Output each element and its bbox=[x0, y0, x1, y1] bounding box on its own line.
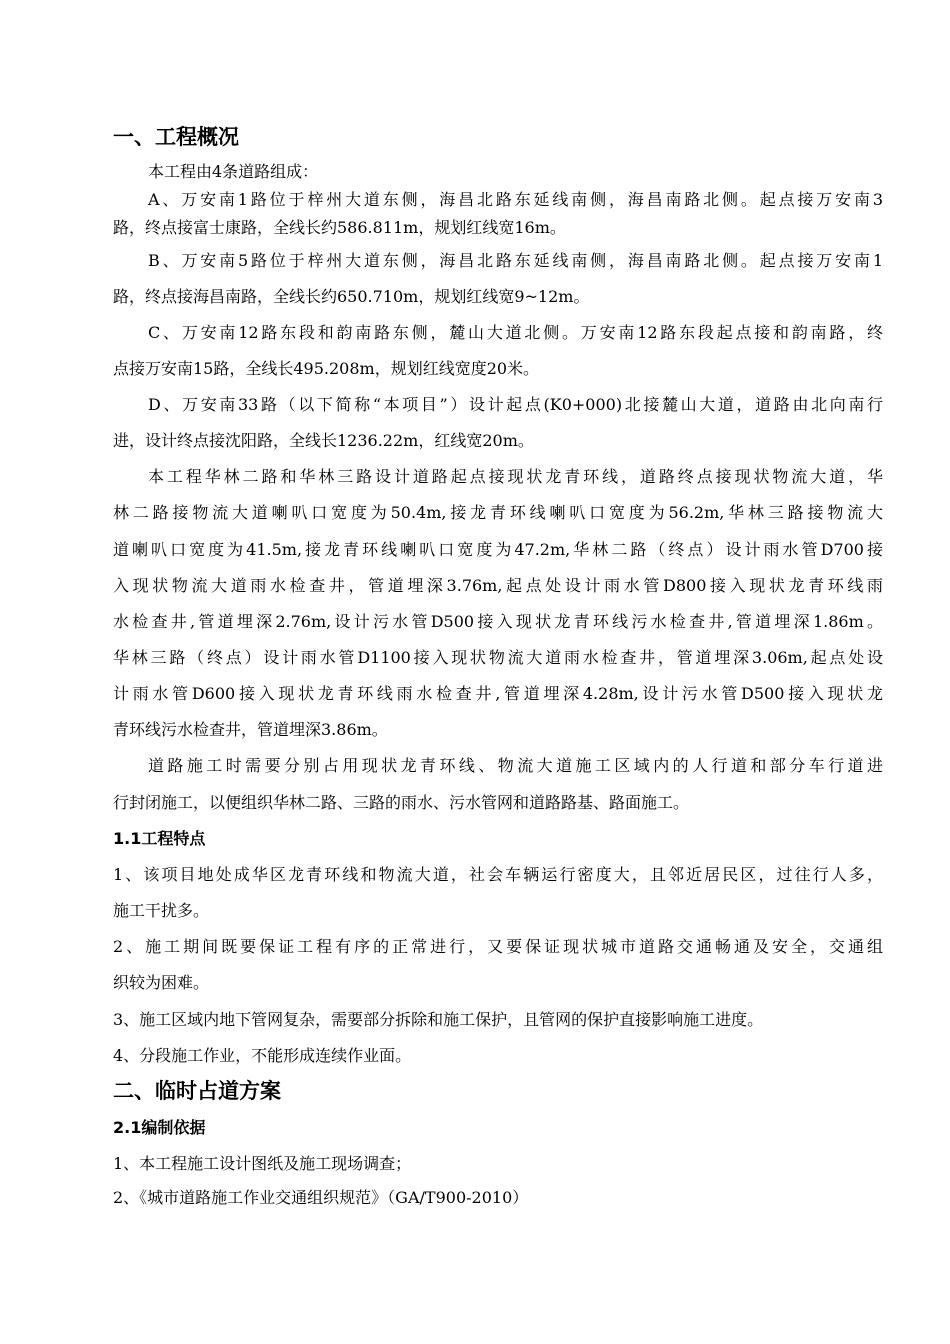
heading-compilation-basis: 2.1编制依据 bbox=[113, 1118, 206, 1137]
paragraph-line: 入现状物流大道雨水检查井，管道埋深3.76m,起点处设计雨水管D800接入现状龙青环线雨 bbox=[113, 576, 883, 595]
paragraph-line: 点接万安南15路，全线长495.208m，规划红线宽度20米。 bbox=[113, 359, 540, 378]
list-item: 1、该项目地处成华区龙青环线和物流大道，社会车辆运行密度大，且邻近居民区，过往行人多， bbox=[113, 865, 883, 884]
paragraph-line: 路，终点接富士康路，全线长约586.811m，规划红线宽16m。 bbox=[113, 218, 566, 237]
heading-project-overview: 一、工程概况 bbox=[113, 125, 239, 149]
paragraph-line: D、万安南33路（以下简称“本项目”）设计起点(K0+000)北接麓山大道，道路由北向南行 bbox=[148, 395, 883, 414]
paragraph-line: 青环线污水检查井，管道埋深3.86m。 bbox=[113, 720, 388, 739]
list-item-continued: 施工干扰多。 bbox=[113, 901, 210, 920]
list-item: 4、分段施工作业，不能形成连续作业面。 bbox=[113, 1046, 412, 1065]
paragraph-line: 进，设计终点接沈阳路，全线长1236.22m，红线宽20m。 bbox=[113, 431, 534, 450]
heading-project-features: 1.1工程特点 bbox=[113, 829, 206, 848]
paragraph-line: 林二路接物流大道喇叭口宽度为50.4m,接龙青环线喇叭口宽度为56.2m,华林三路接物流大 bbox=[113, 503, 883, 522]
paragraph-line: 本工程华林二路和华林三路设计道路起点接现状龙青环线，道路终点接现状物流大道，华 bbox=[148, 467, 883, 486]
list-item: 3、施工区域内地下管网复杂，需要部分拆除和施工保护，且管网的保护直接影响施工进度。 bbox=[113, 1010, 764, 1029]
paragraph-line: 道喇叭口宽度为41.5m,接龙青环线喇叭口宽度为47.2m,华林二路（终点）设计雨水管D700接 bbox=[113, 540, 883, 559]
paragraph-line: 华林三路（终点）设计雨水管D1100接入现状物流大道雨水检查井，管道埋深3.06m,起点处设 bbox=[113, 648, 883, 667]
list-item-continued: 织较为困难。 bbox=[113, 973, 210, 992]
paragraph-line: 道路施工时需要分别占用现状龙青环线、物流大道施工区域内的人行道和部分车行道进 bbox=[148, 756, 883, 775]
paragraph-line: 行封闭施工，以便组织华林二路、三路的雨水、污水管网和道路路基、路面施工。 bbox=[113, 793, 690, 812]
list-item: 1、本工程施工设计图纸及施工现场调查； bbox=[113, 1154, 412, 1173]
paragraph-line: B、万安南5路位于梓州大道东侧，海昌北路东延线南侧，海昌南路北侧。起点接万安南1 bbox=[148, 251, 883, 270]
list-item: 2、《城市道路施工作业交通组织规范》（GA/T900-2010） bbox=[113, 1188, 529, 1207]
paragraph-line: 计雨水管D600接入现状龙青环线雨水检查井,管道埋深4.28m,设计污水管D500接入现状龙 bbox=[113, 684, 883, 703]
paragraph-line: 本工程由4条道路组成： bbox=[148, 162, 319, 181]
paragraph-line: C、万安南12路东段和韵南路东侧，麓山大道北侧。万安南12路东段起点接和韵南路，终 bbox=[148, 323, 883, 342]
paragraph-line: 路，终点接海昌南路，全线长约650.710m，规划红线宽9~12m。 bbox=[113, 287, 590, 306]
heading-temporary-occupation-plan: 二、临时占道方案 bbox=[113, 1079, 281, 1103]
paragraph-line: A、万安南1路位于梓州大道东侧，海昌北路东延线南侧，海昌南路北侧。起点接万安南3 bbox=[148, 190, 883, 209]
paragraph-line: 水检查井,管道埋深2.76m,设计污水管D500接入现状龙青环线污水检查井,管道埋深1.86m。 bbox=[113, 612, 883, 631]
list-item: 2、施工期间既要保证工程有序的正常进行，又要保证现状城市道路交通畅通及安全，交通组 bbox=[113, 937, 883, 956]
